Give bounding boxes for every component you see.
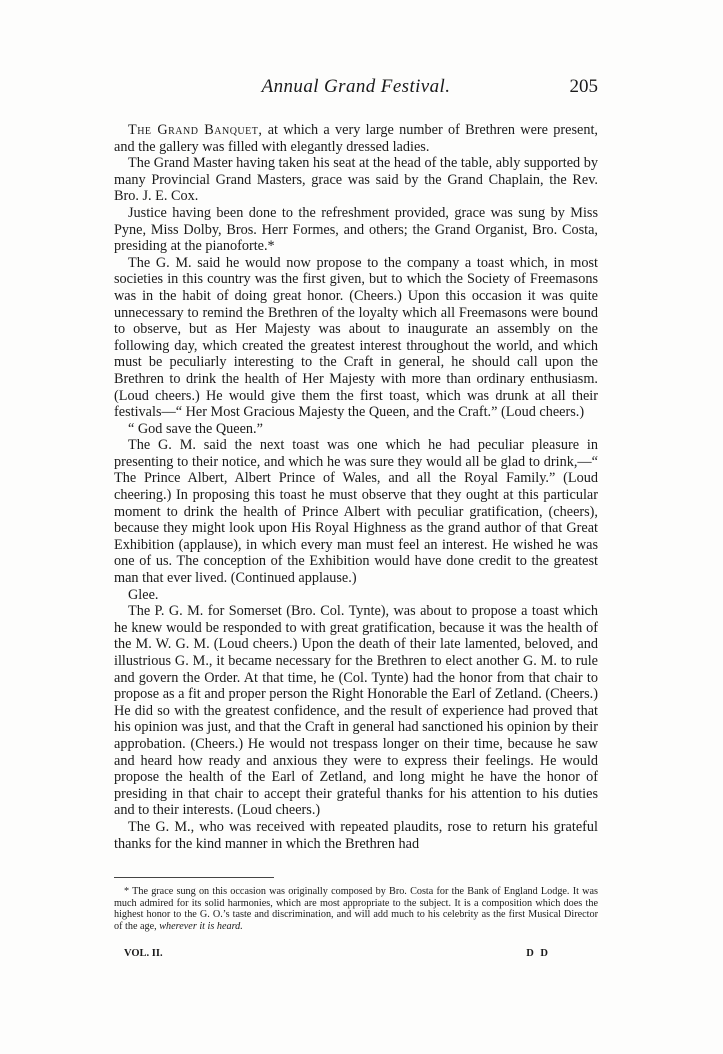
paragraph-prince-albert-toast: The G. M. said the next toast was one which he had peculiar pleasure in presenting to their notice, and which he was sure they would all be glad to drink,—“ The Prince Albert, Albert Prince of Wales, and all the Royal Family.” (Loud cheering.) In proposing this toast he must observe that they ought at this particular moment to drink the health of Prince Albert with peculiar gratification, (cheers), because they might look upon His Royal Highness as the grand author of that Great Exhibition (applause), in which every man must feel an interest. He wished he was one of us. The conception of the Exhibition would have done credit to the greatest man that ever lived. (Continued applause.)	[114, 437, 598, 587]
footnote-tail: wherever it is heard.	[159, 920, 243, 932]
footnote	[114, 886, 598, 932]
paragraph-queen-toast: The G. M. said he would now propose to the company a toast which, in most societies in this country was the first given, but to which the Society of Freemasons was in the habit of doing great honor. (Cheers.) Upon this occasion it was quite unnecessary to remind the Brethren of the loyalty which all Freemasons were bound to observe, but as Her Majesty was about to inaugurate an assembly on the following day, which created the greatest interest throughout the world, and which must be peculiarly interesting to the Craft in general, he should call upon the Brethren to drink the health of Her Majesty with more than ordinary enthusiasm. (Loud cheers.) He would give them the first toast, which was drunk at all their festivals—“ Her Most Gracious Majesty the Queen, and the Craft.” (Loud cheers.)	[114, 254, 598, 421]
paragraph-god-save-queen: “ God save the Queen.”	[128, 420, 263, 437]
paragraph-grand-master-seat: The Grand Master having taken his seat at the head of the table, ably supported by many Provincial Grand Masters, grace was said by the Grand Chaplain, the Rev. Bro. J. E. Cox.	[114, 155, 598, 205]
signature-line	[114, 948, 598, 962]
paragraph-text: at which a very large number of Brethren were present, and the gallery was filled with elegantly dressed ladies.	[114, 122, 598, 155]
paragraph-grand-master-reply: The G. M., who was received with repeated plaudits, rose to return his grateful thanks for the kind manner in which the Brethren had	[114, 818, 598, 852]
body-text	[114, 122, 598, 852]
paragraph-somerset-toast: The P. G. M. for Somerset (Bro. Col. Tynte), was about to propose a toast which he knew would be responded to with great gratification, because it was the health of the M. W. G. M. (Loud cheers.) Upon the death of their late lamented, beloved, and illustrious G. M., it became necessary for the Brethren to elect another G. M. to rule and govern the Order. At that time, he (Col. Tynte) had the honor from that chair to propose as a fit and proper person the Right Honorable the Earl of Zetland. (Cheers.) He did so with the greatest confidence, and the result of experience had proved that his opinion was just, and that the Craft in general had sanctioned his opinion by their approbation. (Cheers.) He would not trespass longer on their time, because he saw and heard how ready and anxious they were to express their feelings. He would propose the health of the Earl of Zetland, and long might he have the honor of presiding in that chair to accept their grateful thanks for his attention to his duties and to their interests. (Loud cheers.)	[114, 603, 598, 819]
running-head	[114, 76, 598, 104]
page-number: 205	[569, 76, 598, 97]
footnote-divider	[114, 877, 274, 878]
paragraph-grand-banquet	[114, 122, 598, 155]
paragraph-grace-sung: Justice having been done to the refreshment provided, grace was sung by Miss Pyne, Miss Dolby, Bros. Herr Formes, and others; the Grand Organist, Bro. Costa, presiding at the pianoforte.*	[114, 204, 598, 255]
section-lead: The Grand Banquet,	[128, 122, 263, 138]
paragraph-glee: Glee.	[128, 586, 159, 603]
volume-mark: VOL. II.	[124, 948, 163, 959]
footnote-text: * The grace sung on this occasion was originally composed by Bro. Costa for the Bank of England Lodge. It was much admired for its solid harmonies, which are most appropriate to the subject. It is a composition which does the highest honor to the G. O.’s taste and discrimination, and will add much to his celebrity as the first Musical Director of the age,	[114, 886, 598, 932]
signature-mark: D D	[526, 948, 550, 959]
running-title: Annual Grand Festival.	[261, 76, 451, 97]
